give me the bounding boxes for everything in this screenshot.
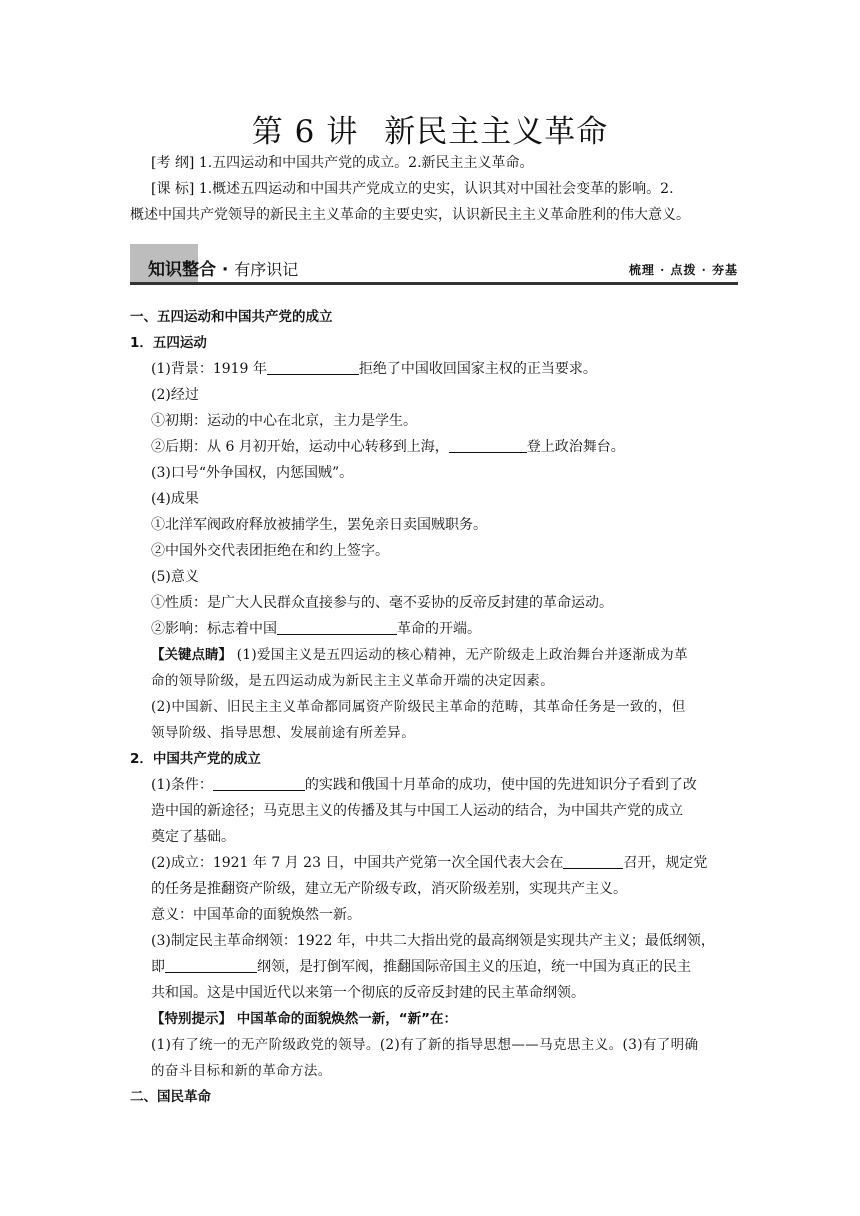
subsection-heading-cpc: 2．中国共产党的成立 (130, 751, 261, 767)
process-late-line (130, 434, 738, 460)
lesson-title (0, 106, 860, 151)
fill-blank-3[interactable] (277, 618, 397, 635)
special-tip-label: 【特别提示】 (151, 1011, 232, 1027)
section-banner (130, 244, 738, 286)
key-point-line-4: 领导阶级、指导思想、发展前途有所差异。 (151, 725, 416, 741)
result-item-1: ①北洋军阀政府释放被捕学生，罢免亲日卖国贼职务。 (151, 517, 487, 533)
key-point-line-2: 命的领导阶级，是五四运动成为新民主主义革命开端的决定因素。 (151, 673, 555, 689)
program-text: 即 (151, 959, 165, 975)
process-late-text: ②后期：从 6 月初开始，运动中心转移到上海， (151, 439, 449, 455)
founding-text: (2)成立：1921 年 7 月 23 日，中国共产党第一次全国代表大会在 (151, 855, 564, 871)
intro-block (130, 150, 738, 228)
special-tip-lead: 中国革命的面貌焕然一新，“新”在： (232, 1011, 457, 1027)
process-early: ①初期：运动的中心在北京，主力是学生。 (151, 413, 417, 429)
condition-line-2: 造中国的新途径；马克思主义的传播及其与中国工人运动的结合，为中国共产党的成立 (151, 803, 683, 819)
section-heading-2: 二、国民革命 (130, 1089, 211, 1105)
program-line-2 (130, 954, 738, 980)
program-line-1: (3)制定民主革命纲领：1922 年，中共二大指出党的最高纲领是实现共产主义；最低纲领， (151, 933, 715, 949)
fill-blank-2[interactable] (449, 436, 527, 453)
process-late-text-end: 登上政治舞台。 (526, 439, 625, 455)
meaning-impact-line (130, 616, 738, 642)
banner-right-label: 梳理 · 点拨 · 夯基 (628, 263, 738, 277)
impact-text: ②影响：标志着中国 (151, 621, 277, 637)
result-heading: (4)成果 (151, 491, 199, 507)
key-point-line-3: (2)中国新、旧民主主义革命都同属资产阶级民主革命的范畴，其革命任务是一致的，但 (151, 699, 686, 715)
key-point-label: 【关键点睛】 (151, 647, 232, 663)
section-heading-1: 一、五四运动和中国共产党的成立 (130, 309, 333, 325)
background-text: (1)背景：1919 年 (151, 361, 267, 377)
special-tip-line-1 (130, 1006, 738, 1032)
fill-blank-1[interactable] (267, 358, 359, 375)
founding-meaning: 意义：中国革命的面貌焕然一新。 (151, 907, 361, 923)
background-text-end: 拒绝了中国收回国家主权的正当要求。 (358, 361, 597, 377)
lesson-name: 新民主主义革命 (384, 114, 609, 150)
program-line-3: 共和国。这是中国近代以来第一个彻底的反帝反封建的民主革命纲领。 (151, 985, 585, 1001)
curriculum-standard-line-2: 概述中国共产党领导的新民主主义革命的主要史实，认识新民主主义革命胜利的伟大意义。 (130, 207, 690, 223)
result-item-2: ②中国外交代表团拒绝在和约上签字。 (151, 543, 389, 559)
fill-blank-5[interactable] (563, 852, 623, 869)
impact-text-end: 革命的开端。 (397, 621, 481, 637)
slogan-line: (3)口号“外争国权，内惩国贼”。 (151, 465, 354, 481)
banner-title-main: 知识整合 (148, 260, 216, 280)
subsection-heading-may-fourth: 1．五四运动 (130, 335, 207, 351)
program-text-end: 纲领，是打倒军阀，推翻国际帝国主义的压迫，统一中国为真正的民主 (257, 959, 691, 975)
process-heading: (2)经过 (151, 387, 199, 403)
meaning-heading: (5)意义 (151, 569, 199, 585)
condition-text-end: 的实践和俄国十月革命的成功，使中国的先进知识分子看到了改 (304, 777, 697, 793)
special-tip-line-2: (1)有了统一的无产阶级政党的领导。(2)有了新的指导思想——马克思主义。(3)有了明确 (151, 1037, 699, 1053)
fill-blank-4[interactable] (213, 774, 305, 791)
banner-title (148, 255, 298, 280)
banner-dot: · (216, 260, 235, 280)
curriculum-standard-line-1: [课 标] 1.概述五四运动和中国共产党成立的史实，认识其对中国社会变革的影响。2. (151, 181, 674, 197)
condition-line-1 (130, 772, 738, 798)
main-content (130, 304, 738, 1110)
meaning-nature: ①性质：是广大人民群众直接参与的、毫不妥协的反帝反封建的革命运动。 (151, 595, 613, 611)
condition-line-3: 奠定了基础。 (151, 829, 235, 845)
background-line (130, 356, 738, 382)
key-point-text-1: (1)爱国主义是五四运动的核心精神，无产阶级走上政治舞台并逐渐成为革 (232, 647, 688, 663)
key-point-line-1 (130, 642, 738, 668)
exam-outline: [考 纲] 1.五四运动和中国共产党的成立。2.新民主主义革命。 (151, 155, 534, 171)
founding-text-end: 召开，规定党 (623, 855, 708, 871)
banner-subtitle: 有序识记 (234, 260, 299, 279)
founding-line-1 (130, 850, 738, 876)
condition-text: (1)条件： (151, 777, 213, 793)
fill-blank-6[interactable] (165, 956, 257, 973)
banner-rule (130, 282, 738, 285)
lesson-number: 第 6 讲 (251, 114, 359, 150)
founding-line-2: 的任务是推翻资产阶级，建立无产阶级专政，消灭阶级差别，实现共产主义。 (151, 881, 627, 897)
special-tip-line-3: 的奋斗目标和新的革命方法。 (151, 1063, 332, 1079)
